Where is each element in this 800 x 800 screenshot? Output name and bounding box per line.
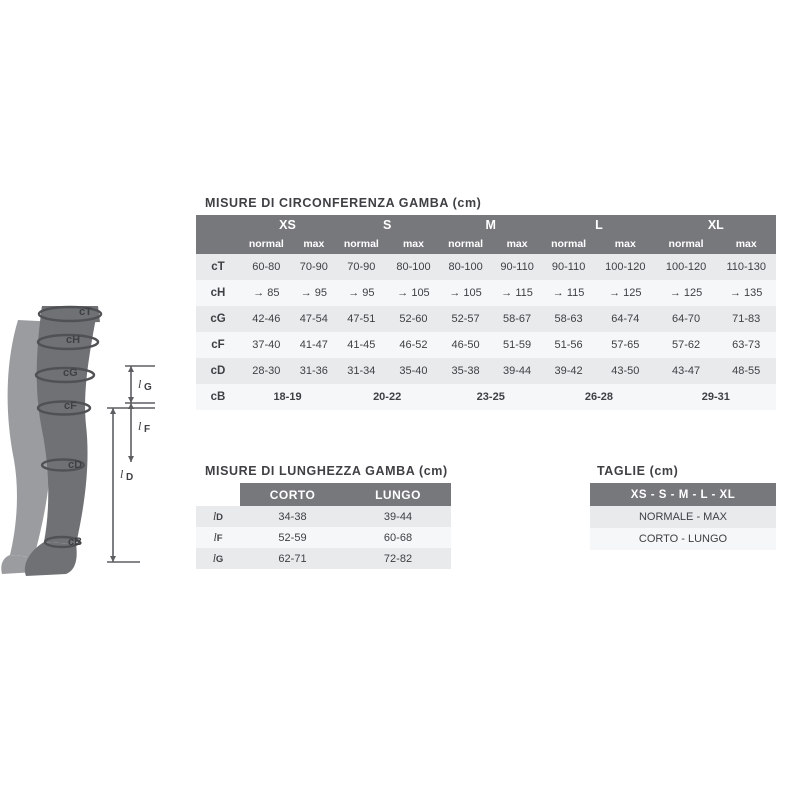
sizes-row-normale-max: NORMALE - MAX [590,506,776,528]
row-label-lG: lG [196,548,240,569]
cell: 80-100 [439,254,492,280]
cell: 46-50 [439,332,492,358]
cell: 51-56 [542,332,595,358]
corner-cell [196,215,240,254]
row-label-cT: cT [196,254,240,280]
cell: 110-130 [716,254,776,280]
sizes-table [590,483,776,550]
cell: → 105 [388,280,440,306]
size-header-s: S [335,215,439,234]
cell: 39-42 [542,358,595,384]
svg-text:F: F [144,424,151,435]
cell: 20-22 [335,384,439,410]
row-label-cF: cF [196,332,240,358]
label-cF: cF [64,400,77,412]
row-label-lF: lF [196,527,240,548]
cell: 41-45 [335,332,388,358]
size-header-xl: XL [656,215,776,234]
cell: 39-44 [492,358,542,384]
cell: 51-59 [492,332,542,358]
row-label-cG: cG [196,306,240,332]
subheader-xs-normal: normal [240,234,293,254]
cell: 26-28 [542,384,655,410]
cell: 90-110 [492,254,542,280]
cell: 80-100 [388,254,440,280]
cell: 58-63 [542,306,595,332]
cell: 60-80 [240,254,293,280]
subheader-s-max: max [388,234,440,254]
cell: 70-90 [293,254,335,280]
cell: 43-50 [595,358,656,384]
cell: 57-65 [595,332,656,358]
table-row [196,332,776,358]
cell: 35-40 [388,358,440,384]
cell: 63-73 [716,332,776,358]
svg-text:G: G [144,382,152,393]
cell: → 105 [439,280,492,306]
size-header-xs: XS [240,215,335,234]
table-row [590,506,776,528]
cell: 41-47 [293,332,335,358]
label-cH: cH [66,334,81,346]
sizes-header-row [590,483,776,506]
label-lF: l [138,419,142,433]
cell: 37-40 [240,332,293,358]
sizes-title: TAGLIE (cm) [597,464,679,478]
cell: 46-52 [388,332,440,358]
table-row [196,548,451,569]
cell: → 135 [716,280,776,306]
cell: 62-71 [240,548,345,569]
length-header-row [196,483,451,506]
cell: 35-38 [439,358,492,384]
length-title: MISURE DI LUNGHEZZA GAMBA (cm) [205,464,448,478]
length-table [196,483,451,569]
table-row [196,384,776,410]
cell: 58-67 [492,306,542,332]
row-label-cD: cD [196,358,240,384]
table-row [196,527,451,548]
table-row [590,528,776,550]
label-cG: cG [63,367,78,379]
table-row [196,254,776,280]
cell: 47-54 [293,306,335,332]
row-label-cH: cH [196,280,240,306]
length-header-lungo: LUNGO [345,483,451,506]
cell: 28-30 [240,358,293,384]
cell: 52-57 [439,306,492,332]
cell: 72-82 [345,548,451,569]
table-row [196,280,776,306]
circumference-sub-header-row [196,234,776,254]
label-cB: cB [68,536,83,548]
circumference-table [196,215,776,410]
label-cT: cT [79,306,92,318]
subheader-l-normal: normal [542,234,595,254]
length-header-corto: CORTO [240,483,345,506]
cell: 31-34 [335,358,388,384]
svg-text:D: D [126,472,134,483]
cell: 57-62 [656,332,717,358]
table-row [196,358,776,384]
circumference-size-header-row [196,215,776,234]
cell: 43-47 [656,358,717,384]
cell: 18-19 [240,384,335,410]
subheader-xl-normal: normal [656,234,717,254]
cell: 47-51 [335,306,388,332]
row-label-cB: cB [196,384,240,410]
row-label-lD: lD [196,506,240,527]
cell: 23-25 [439,384,542,410]
cell: 52-60 [388,306,440,332]
cell: → 85 [240,280,293,306]
table-row [196,306,776,332]
cell: → 125 [595,280,656,306]
cell: 71-83 [716,306,776,332]
sizes-header-label: XS - S - M - L - XL [590,483,776,506]
subheader-m-normal: normal [439,234,492,254]
cell: → 95 [335,280,388,306]
cell: 100-120 [656,254,717,280]
cell: 31-36 [293,358,335,384]
cell: 64-74 [595,306,656,332]
cell: → 115 [492,280,542,306]
cell: 39-44 [345,506,451,527]
cell: 70-90 [335,254,388,280]
cell: 52-59 [240,527,345,548]
label-cD: cD [68,459,83,471]
label-lG: l [138,377,142,391]
cell: 60-68 [345,527,451,548]
cell: → 115 [542,280,595,306]
cell: → 125 [656,280,717,306]
subheader-s-normal: normal [335,234,388,254]
sizes-row-corto-lungo: CORTO - LUNGO [590,528,776,550]
cell: → 95 [293,280,335,306]
table-row [196,506,451,527]
circumference-title: MISURE DI CIRCONFERENZA GAMBA (cm) [205,196,482,210]
subheader-l-max: max [595,234,656,254]
cell: 64-70 [656,306,717,332]
cell: 29-31 [656,384,776,410]
leg-illustration [0,280,195,610]
corner-cell [196,483,240,506]
size-header-l: L [542,215,655,234]
cell: 34-38 [240,506,345,527]
size-header-m: M [439,215,542,234]
cell: 48-55 [716,358,776,384]
subheader-m-max: max [492,234,542,254]
subheader-xs-max: max [293,234,335,254]
cell: 42-46 [240,306,293,332]
cell: 100-120 [595,254,656,280]
cell: 90-110 [542,254,595,280]
label-lD: l [120,467,124,481]
subheader-xl-max: max [716,234,776,254]
